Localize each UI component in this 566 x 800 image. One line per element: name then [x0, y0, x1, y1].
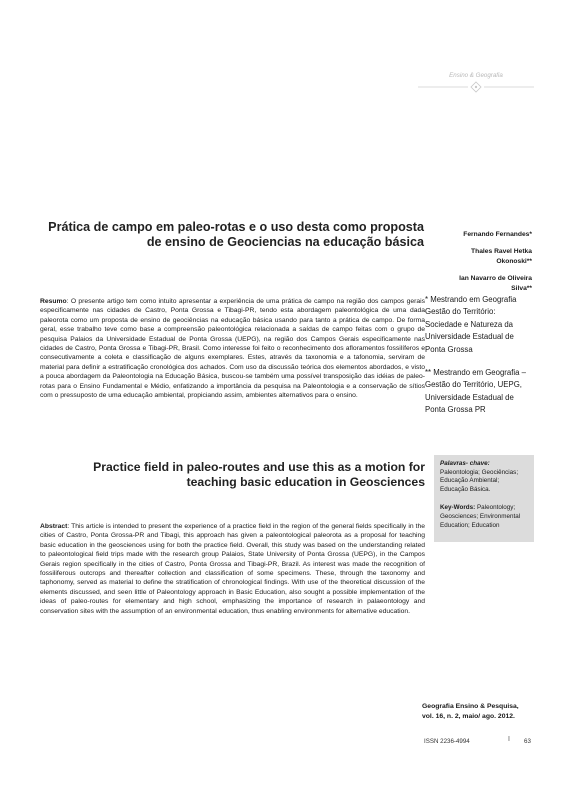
page-number: 63 [524, 738, 531, 745]
keywords-en-text: Paleontology; Geosciences; Environmental Education; Education [440, 504, 521, 529]
author-name: Thales Ravel Hetka Okonoski** [471, 248, 532, 266]
journal-volume: vol. 16, n. 2, maio/ ago. 2012. [422, 713, 515, 720]
affiliation-note: ** Mestrando em Geografia – Gestão do Território, UEPG, Universidade Estadual de Ponta Grossa PR [425, 368, 526, 415]
footer-separator: I [508, 736, 510, 743]
running-header: Ensino & Geografia [449, 72, 503, 79]
author-name: Ian Navarro de Oliveira Silva** [459, 275, 532, 293]
abstract-paragraph [40, 522, 425, 616]
article-title-portuguese: Prática de campo em paleo-rotas e o uso desta como proposta de ensino de Geociencias na educação básica [48, 220, 424, 249]
journal-name: Geografia Ensino & Pesquisa, [422, 703, 519, 710]
article-title-english: Practice field in paleo-routes and use this as a motion for teaching basic education in Geosciences [93, 460, 425, 489]
affiliation-notes [425, 294, 533, 428]
issn-label: ISSN 2236-4994 [424, 738, 470, 745]
keywords-english [440, 504, 528, 530]
keywords-portuguese [440, 460, 528, 494]
resumo-label: Resumo [40, 298, 67, 305]
resumo-text: : O presente artigo tem como intuito apresentar a experiência de uma prática de campo na região dos campos gerais especificamente nas cidades de Castro, Ponta Grossa e Tibagi-PR, tendo esta abordagem paleontológica de uma dada paleorota como um proposta de ensino de geociências na educação básica usando para tanto a prática de campo. De forma geral, esse trabalho teve como base a compreensão paleontológica relacionada a saídas de campo feitas com o grupo de pesquisa Palaios da Universidade Estadual de Ponta Grossa (UEPG), na região dos Campos Gerais especificamente nas cidades de Castro, Ponta Grossa e Tibagi-PR, Brasil. Como interesse foi feito o reconhecimento dos afloramentos fossilíferos e consecutivamente a coleta e classificação de alguns exemplares. Estes, através da taxonomia e a tafonomia, serviram de material para definir a estratificação cronológica dos achados. Com uso da discussão teórica dos elementos abordados, e visto a pouca abordagem da Paleontologia na Educação Básica, buscou-se também uma possível transposição das idéias de paleo-rotas para o Ensino Fundamental e Médio, enfatizando a importância da pesquisa na Paleontologia e a conservação de sítios com o pressuposto de uma educação ambiental, propiciando assim, ambientes alternativos para o ensino. [40, 298, 425, 400]
keywords-box [434, 455, 534, 542]
resumo-paragraph [40, 297, 425, 400]
author-list [440, 230, 532, 301]
author-name: Fernando Fernandes* [463, 231, 532, 238]
ornament-divider-icon [414, 80, 538, 94]
journal-info [422, 702, 542, 722]
affiliation-note: * Mestrando em Geografia Gestão do Território: Sociedade e Natureza da Universidade Estadual de Ponta Grossa [425, 295, 517, 354]
keywords-pt-label: Palavras- chave: [440, 460, 490, 467]
keywords-pt-text: Paleontologia; Geociências; Educação Ambiental; Educação Básica. [440, 468, 519, 493]
abstract-text: : This article is intended to present the experience of a practice field in the region of the general fields specifically in the cities of Castro, Ponta Grossa-PR and Tibagi, this approach has given a paleontological paleorota as a proposal for teaching basic education in the geosciences using for both the practice field. Overall, this study was based on the understanding related to paleontological field trips made with the research group Palaios, State University of Ponta Grossa (UEPG), in the Campos Gerais region specifically in the cities of Castro, Ponta Grossa and Tibagi-PR, Brazil. As interest was made the recognition of fossiliferous outcrops and thereafter collection and classification of some specimens. These, through the taxonomy and taphonomy, served as material to define the stratification of chronological findings. With use of the theoretical discussion of the elements discussed, and seen little of Paleontology approach in Basic Education, also sought a possible implementation of the ideas of paleo-routes for elementary and high school, emphasizing the importance of research in palaeontology and conservation sites with the assumption of an environmental education, thus enabling environments for alternative education. [40, 523, 425, 615]
keywords-en-label: Key-Words: [440, 504, 476, 512]
abstract-label: Abstract [40, 523, 68, 530]
